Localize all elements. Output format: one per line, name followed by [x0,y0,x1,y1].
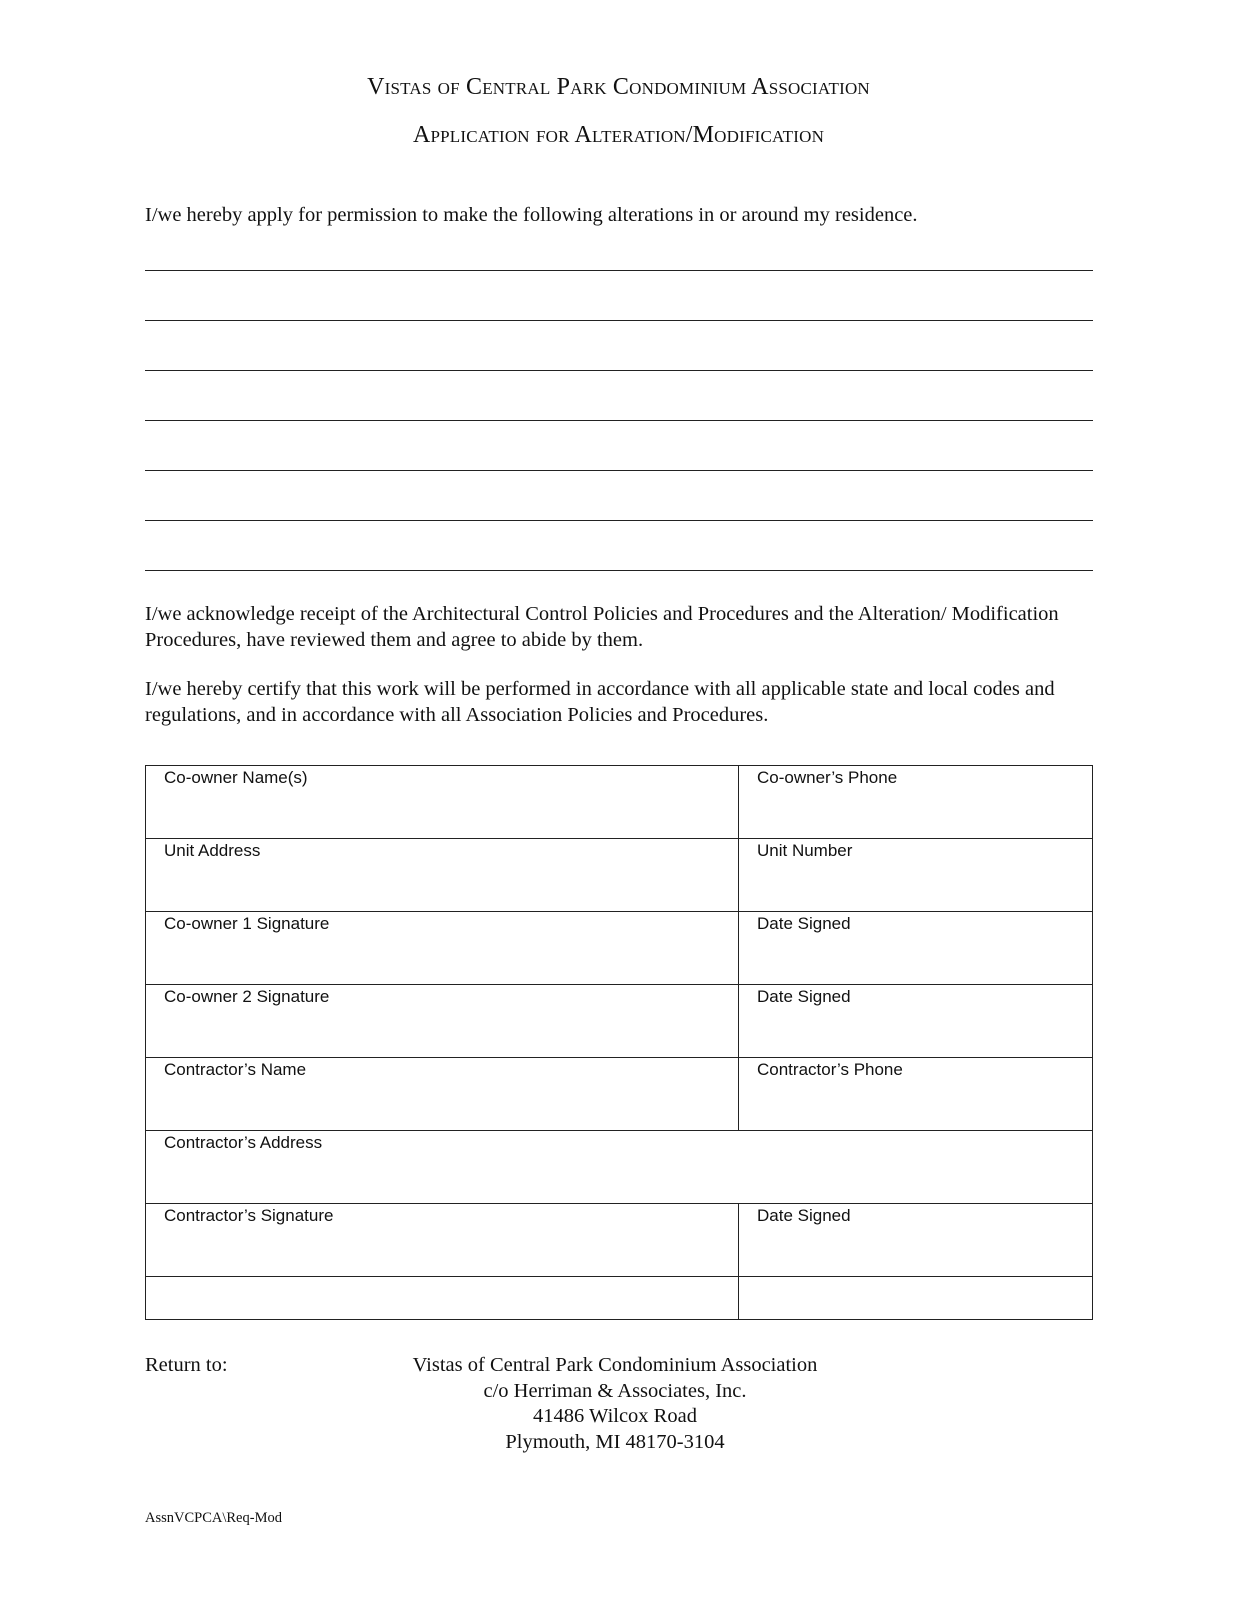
table-row [146,1277,1093,1320]
acknowledgement-paragraph: I/we acknowledge receipt of the Architectural Control Policies and Procedures and the Alteration/ Modification Procedures, have reviewed them and agree to abide by them. [145,603,1059,651]
table-row [146,985,1093,1058]
contractor-address-field[interactable] [146,1131,1093,1204]
unit-number-field[interactable] [739,839,1093,912]
alteration-description-line[interactable] [145,520,1093,521]
table-row [146,912,1093,985]
contractor-signature-field[interactable] [146,1204,739,1277]
date-signed-3-field[interactable] [739,1204,1093,1277]
unit-address-field[interactable] [146,839,739,912]
alteration-description-line[interactable] [145,320,1093,321]
unit-number-label: Unit Number [757,841,853,860]
return-address-line: 41486 Wilcox Road [533,1405,697,1427]
document-subtitle: Application for Alteration/Modification [412,122,825,148]
unit-address-label: Unit Address [164,841,261,860]
co-owner-1-signature-field[interactable] [146,912,739,985]
contractor-address-label: Contractor’s Address [164,1133,323,1152]
contractor-phone-label: Contractor’s Phone [757,1060,903,1079]
alteration-description-line[interactable] [145,420,1093,421]
date-signed-3-label: Date Signed [757,1206,851,1225]
document-title: Vistas of Central Park Condominium Association [367,74,870,100]
return-address-line: Plymouth, MI 48170-3104 [505,1430,725,1453]
blank-field-right[interactable] [739,1277,1093,1320]
table-row [146,1131,1093,1204]
alteration-description-line[interactable] [145,470,1093,471]
contractor-name-field[interactable] [146,1058,739,1131]
date-signed-1-label: Date Signed [757,914,851,933]
contractor-phone-field[interactable] [739,1058,1093,1131]
return-address-line: c/o Herriman & Associates, Inc. [483,1379,747,1402]
table-row [146,1058,1093,1131]
co-owner-names-label: Co-owner Name(s) [164,768,308,787]
co-owner-names-field[interactable] [146,766,739,839]
co-owner-1-signature-label: Co-owner 1 Signature [164,914,330,933]
contractor-signature-label: Contractor’s Signature [164,1206,334,1225]
intro-paragraph: I/we hereby apply for permission to make the following alterations in or around my residence. [145,204,918,226]
return-address-line: Vistas of Central Park Condominium Association [412,1354,818,1376]
blank-field-left[interactable] [146,1277,739,1320]
return-to-label: Return to: [145,1354,228,1376]
table-row [146,766,1093,839]
alteration-description-line[interactable] [145,270,1093,271]
alteration-description-line[interactable] [145,370,1093,371]
co-owner-phone-label: Co-owner’s Phone [757,768,898,787]
co-owner-2-signature-label: Co-owner 2 Signature [164,987,330,1006]
table-row [146,839,1093,912]
footer-document-code: AssnVCPCA\Req-Mod [145,1510,282,1526]
table-row [146,1204,1093,1277]
date-signed-2-label: Date Signed [757,987,851,1006]
return-address [390,1353,840,1455]
certification-paragraph: I/we hereby certify that this work will be performed in accordance with all applicable state and local codes and regulations, and in accordance with all Association Policies and Procedures. [145,678,1055,726]
date-signed-2-field[interactable] [739,985,1093,1058]
application-form-table [145,765,1093,1320]
co-owner-2-signature-field[interactable] [146,985,739,1058]
alteration-description-line[interactable] [145,570,1093,571]
contractor-name-label: Contractor’s Name [164,1060,307,1079]
co-owner-phone-field[interactable] [739,766,1093,839]
date-signed-1-field[interactable] [739,912,1093,985]
